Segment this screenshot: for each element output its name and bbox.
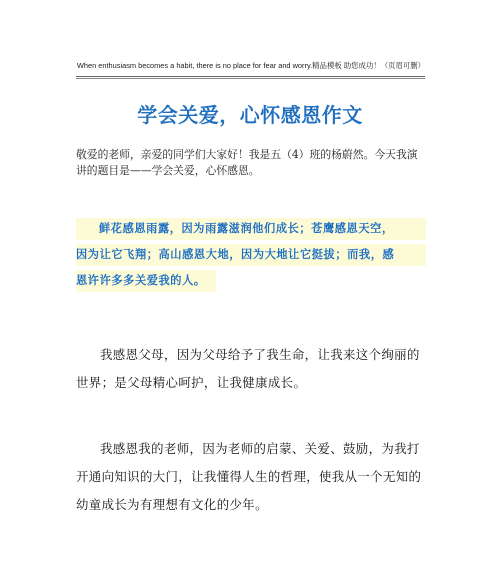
intro-paragraph: 敬爱的老师，亲爱的同学们大家好！我是五（4）班的杨蔚然。今天我演讲的题目是——学会关爱，心怀感恩。 [76,148,418,177]
document-title: 学会关爱，心怀感恩作文 [137,103,363,127]
highlight-line: 鲜花感恩雨露，因为雨露滋润他们成长；苍鹰感恩天空， [76,218,426,240]
highlight-line: 因为让它飞翔；高山感恩大地，因为大地让它挺拔；而我，感 [76,244,426,266]
highlight-line: 恩许许多多关爱我的人。 [76,270,216,292]
highlighted-quote [76,218,426,296]
body-paragraph-teacher: 我感恩我的老师，因为老师的启蒙、关爱、鼓励，为我打开通向知识的大门，让我懂得人生的哲理，使我从一个无知的幼童成长为有理想有文化的少年。 [76,441,422,512]
body-paragraph-parents: 我感恩父母，因为父母给予了我生命，让我来这个绚丽的世界；是父母精心呵护，让我健康成长。 [76,347,420,390]
header-divider [76,76,425,79]
page-header: When enthusiasm becomes a habit, there is no place for fear and worry.精品模板 助您成功！（页眉可删） [76,61,426,70]
